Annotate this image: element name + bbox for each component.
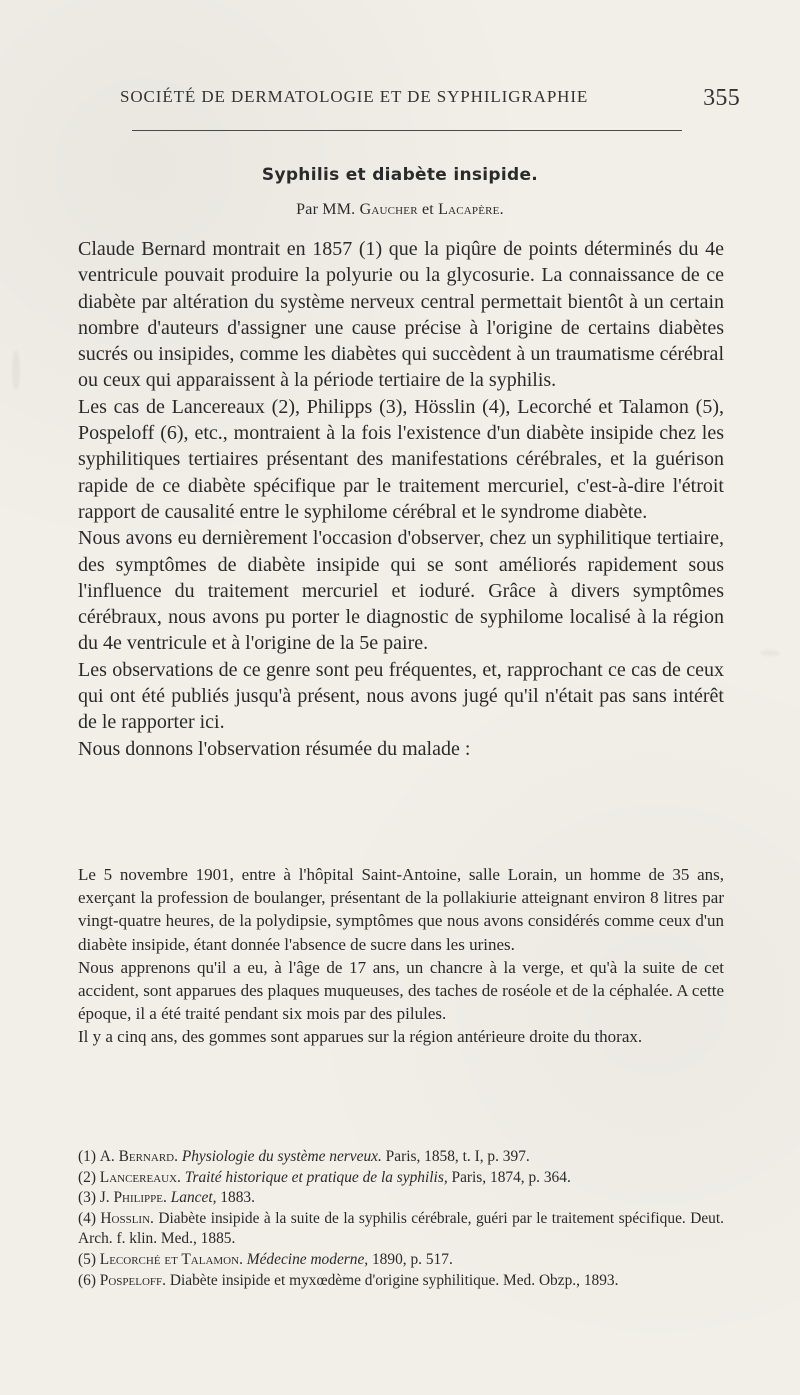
footnote <box>78 1250 724 1271</box>
footnote <box>78 1188 724 1209</box>
footnote-number: (2) <box>78 1168 100 1186</box>
footnote-author: Lancereaux. <box>99 1168 181 1186</box>
footnotes <box>78 1147 724 1291</box>
footnote <box>78 1209 724 1250</box>
observation-paragraph: Le 5 novembre 1901, entre à l'hôpital Saint-Antoine, salle Lorain, un homme de 35 ans, exerçant la profession de boulanger, présentant de la pollakiurie atteignant environ 8 litres par vingt-quatre heures, de la polydipsie, symptômes que nous avons considérés comme ceux d'un diabète insipide, étant donnée l'absence de sucre dans les urines. <box>78 865 724 954</box>
author-name: Gaucher <box>359 201 418 218</box>
footnote-author: A. Bernard. <box>99 1148 178 1165</box>
author-line <box>0 201 800 219</box>
author-name: Lacapère. <box>438 201 504 218</box>
footnote-rest: Diabète insipide à la suite de la syphilis cérébrale, guéri par le traitement spécifique. Deut. Arch. f. klin. Med., 1885. <box>78 1209 724 1248</box>
footnote-rest: 1890, p. 517. <box>368 1250 453 1268</box>
author-connector: et <box>417 201 439 218</box>
body-paragraph: Les cas de Lancereaux (2), Philipps (3), Hösslin (4), Lecorché et Talamon (5), Pospeloff (6), etc., montraient à la fois l'existence d'un diabète insipide chez les syphilitiques tertiaires présentant des manifestations cérébrales, et la guérison rapide de ce diabète spécifique par le traitement mercuriel, c'est-à-dire l'étroit rapport de causalité entre le syphilome cérébral et le syndrome diabète. <box>78 395 724 523</box>
footnote-work: Physiologie du système nerveux. <box>181 1148 382 1165</box>
footnote-work: Traité historique et pratique de la syphilis, <box>184 1168 448 1186</box>
footnote-work: Lancet, <box>170 1189 217 1207</box>
body-paragraph: Nous avons eu dernièrement l'occasion d'observer, chez un syphilitique tertiaire, des symptômes de diabète insipide qui se sont améliorés rapidement sous l'influence du traitement mercuriel et ioduré. Grâce à divers symptômes cérébraux, nous avons pu porter le diagnostic de syphilome localisé à la région du 4e ventricule et à l'origine de la 5e paire. <box>78 527 724 655</box>
footnote-rest: 1883. <box>216 1189 255 1207</box>
paper-mark <box>12 350 20 390</box>
header-rule <box>132 130 682 131</box>
footnote-rest: Diabète insipide et myxœdème d'origine syphilitique. Med. Obzp., 1893. <box>166 1271 619 1289</box>
article-title: Syphilis et diabète insipide. <box>261 165 539 185</box>
footnote <box>78 1271 724 1292</box>
page-number: 355 <box>703 85 740 111</box>
main-text <box>78 236 724 762</box>
footnote-number: (5) <box>78 1250 100 1268</box>
footnote-work: Médecine moderne, <box>246 1250 369 1268</box>
footnote-author: Hosslin. <box>100 1209 154 1227</box>
paper-mark <box>760 650 780 656</box>
running-title: SOCIÉTÉ DE DERMATOLOGIE ET DE SYPHILIGRAPHIE <box>120 87 589 106</box>
footnote <box>78 1168 724 1189</box>
body-paragraph: Les observations de ce genre sont peu fréquentes, et, rapprochant ce cas de ceux qui ont été publiés jusqu'à présent, nous avons jugé qu'il n'était pas sans intérêt de le rapporter ici. <box>78 658 724 734</box>
footnote <box>78 1147 724 1168</box>
footnote-rest: Paris, 1874, p. 364. <box>447 1168 571 1186</box>
footnote-number: (4) <box>78 1209 101 1227</box>
footnote-author: Pospeloff. <box>99 1271 167 1289</box>
footnote-number: (3) <box>78 1189 100 1207</box>
running-header <box>120 87 740 117</box>
footnote-number: (6) <box>78 1271 100 1289</box>
body-paragraph: Nous donnons l'observation résumée du malade : <box>78 737 471 760</box>
footnote-number: (1) <box>78 1148 100 1165</box>
footnote-rest: Paris, 1858, t. I, p. 397. <box>381 1148 530 1165</box>
body-paragraph: Claude Bernard montrait en 1857 (1) que la piqûre de points déterminés du 4e ventricule pouvait produire la polyurie ou la glycosurie. La connaissance de ce diabète par altération du système nerveux central permettait bientôt à un certain nombre d'auteurs d'assigner une cause précise à l'origine de certains diabètes sucrés ou insipides, comme les diabètes qui succèdent à un traumatisme cérébral ou ceux qui apparaissent à la période tertiaire de la syphilis. <box>78 238 724 392</box>
footnote-author: J. Philippe. <box>99 1189 167 1207</box>
observation-paragraph: Il y a cinq ans, des gommes sont apparues sur la région antérieure droite du thorax. <box>78 1027 643 1047</box>
observation-text <box>78 863 724 1049</box>
footnote-author: Lecorché et Talamon. <box>99 1250 243 1268</box>
authors-prefix: Par MM. <box>296 201 360 218</box>
observation-paragraph: Nous apprenons qu'il a eu, à l'âge de 17 ans, un chancre à la verge, et qu'à la suite de cet accident, sont apparues des plaques muqueuses, des taches de roséole et de la céphalée. A cette époque, il a été traité pendant six mois par des pilules. <box>78 957 724 1024</box>
